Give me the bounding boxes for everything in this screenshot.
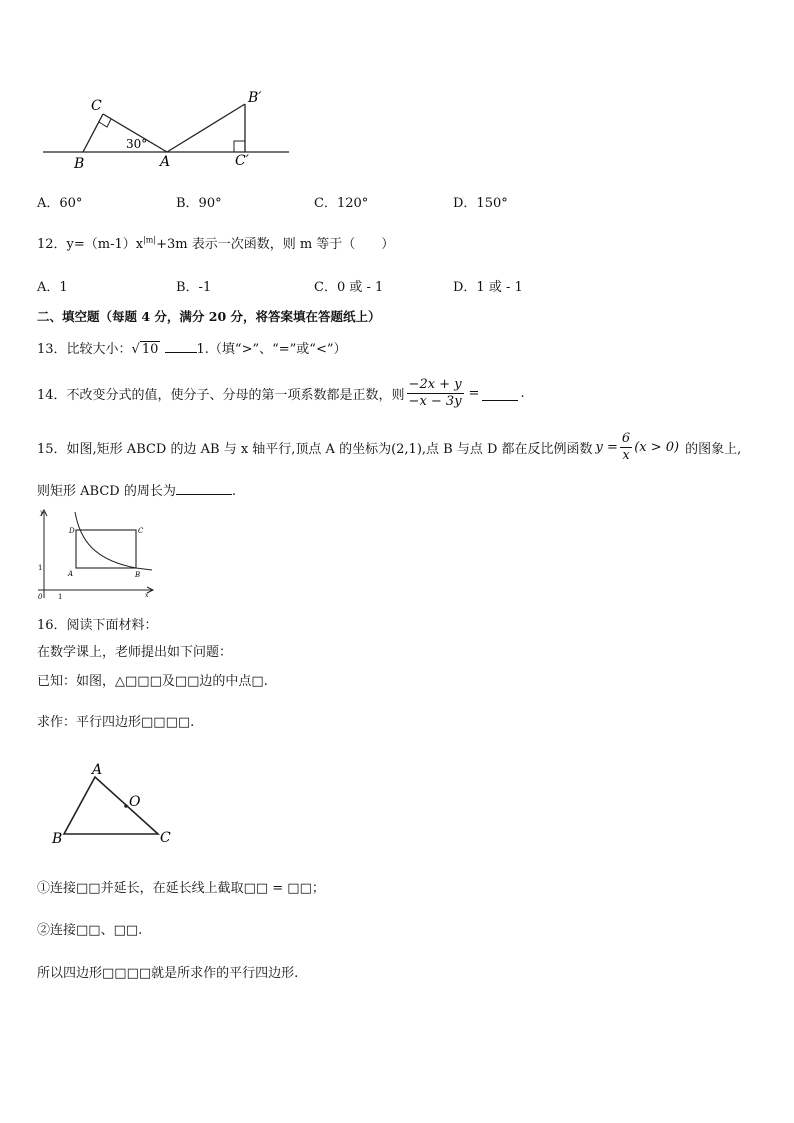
q16-given: 已知：如图，△□□□及□□边的中点□. <box>37 674 268 689</box>
q11-option-a: A．60° <box>37 196 83 211</box>
q15-answer-blank[interactable] <box>176 482 232 495</box>
label-b: B <box>74 156 85 172</box>
q13-radicand: 10 <box>141 342 159 357</box>
segment-ab-prime <box>167 104 245 152</box>
q15-func-denominator: x <box>622 448 630 463</box>
label-c-prime: C′ <box>235 153 249 169</box>
label-a: A <box>160 154 171 170</box>
q15-func-numerator: 6 <box>621 431 631 446</box>
q14-numerator: −2x + y <box>408 377 462 392</box>
hyperbola-curve <box>75 512 152 570</box>
label-origin: 0 <box>38 593 43 601</box>
q12-exponent: |m| <box>143 235 157 245</box>
section2-title: 二、填空题（每题 4 分，满分 20 分，将答案填在答题纸上） <box>37 309 381 324</box>
q14-answer-blank[interactable] <box>482 388 518 401</box>
q11-option-c: C．120° <box>314 196 369 211</box>
q15-figure <box>34 506 156 602</box>
label-o: O <box>129 794 141 810</box>
label-one-y: 1 <box>38 564 43 572</box>
q15-line2-text: 则矩形 ABCD 的周长为 <box>37 484 176 499</box>
rectangle-abcd <box>76 530 136 568</box>
triangle-abc <box>64 777 158 834</box>
q16-step1: ①连接□□并延长，在延长线上截取□□ = □□； <box>37 881 325 896</box>
q15-line2 <box>37 480 236 499</box>
q15-func-condition: (x > 0) <box>634 440 680 455</box>
q11-figure <box>40 86 295 174</box>
q13-suffix: 1.（填“>”、“=”或“<”） <box>196 342 347 357</box>
midpoint-o <box>124 804 128 808</box>
q16-conclusion: 所以四边形□□□□就是所求作的平行四边形. <box>37 966 299 981</box>
label-y: y <box>40 509 44 516</box>
q16-figure <box>48 760 178 850</box>
q14 <box>37 377 525 410</box>
q14-denominator: −x − 3y <box>408 394 462 409</box>
label-c: C <box>160 830 171 846</box>
q12-option-b: B．-1 <box>176 280 212 295</box>
q14-fraction <box>407 377 464 410</box>
q16-step2: ②连接□□、□□. <box>37 923 143 938</box>
right-angle-c <box>99 119 111 127</box>
label-angle: 30° <box>126 137 148 151</box>
q11-option-d: D．150° <box>453 196 508 211</box>
q13-answer-blank[interactable] <box>165 340 197 353</box>
segment-bc <box>83 114 103 152</box>
right-angle-c-prime <box>234 141 245 152</box>
q15-func-y: y = <box>595 440 618 455</box>
q15-func-fraction <box>620 431 632 464</box>
label-d: D <box>69 527 75 535</box>
label-one-x: 1 <box>58 593 63 601</box>
label-x: x <box>145 592 149 599</box>
q12-option-a: A．1 <box>37 280 68 295</box>
q13-prefix: 13．比较大小： <box>37 342 132 357</box>
q11-option-b: B．90° <box>176 196 222 211</box>
sqrt-expression: √ 10 <box>131 342 159 357</box>
q16-title: 16．阅读下面材料： <box>37 618 158 633</box>
q13 <box>37 338 347 357</box>
q16-task: 求作：平行四边形□□□□. <box>37 715 195 730</box>
q12-stem-a: 12．y=（m-1）x <box>37 237 144 252</box>
q12-option-d: D．1 或 - 1 <box>453 280 523 295</box>
label-c: C <box>91 98 102 114</box>
q15-line1 <box>37 431 741 464</box>
label-b-prime: B′ <box>248 90 262 106</box>
q14-equals: = <box>468 386 480 401</box>
q12-stem <box>37 233 394 252</box>
q14-end: . <box>520 386 525 401</box>
label-a: A <box>68 570 74 578</box>
label-b: B <box>52 831 63 847</box>
q14-prefix: 14．不改变分式的值，使分子、分母的第一项系数都是正数，则 <box>37 388 405 403</box>
q12-stem-b: +3m 表示一次函数，则 m 等于（ ） <box>156 237 395 252</box>
q12-option-c: C．0 或 - 1 <box>314 280 384 295</box>
label-a: A <box>92 762 103 778</box>
label-b: B <box>135 571 141 579</box>
q16-intro: 在数学课上，老师提出如下问题： <box>37 645 233 660</box>
q15-line1-text: 15．如图,矩形 ABCD 的边 AB 与 x 轴平行,顶点 A 的坐标为(2,1),点 B 与点 D 都在反比例函数 <box>37 442 593 457</box>
q15-line2-end: . <box>231 484 236 499</box>
q15-line1-end: 的图象上, <box>685 442 742 457</box>
label-c: C <box>138 527 144 535</box>
